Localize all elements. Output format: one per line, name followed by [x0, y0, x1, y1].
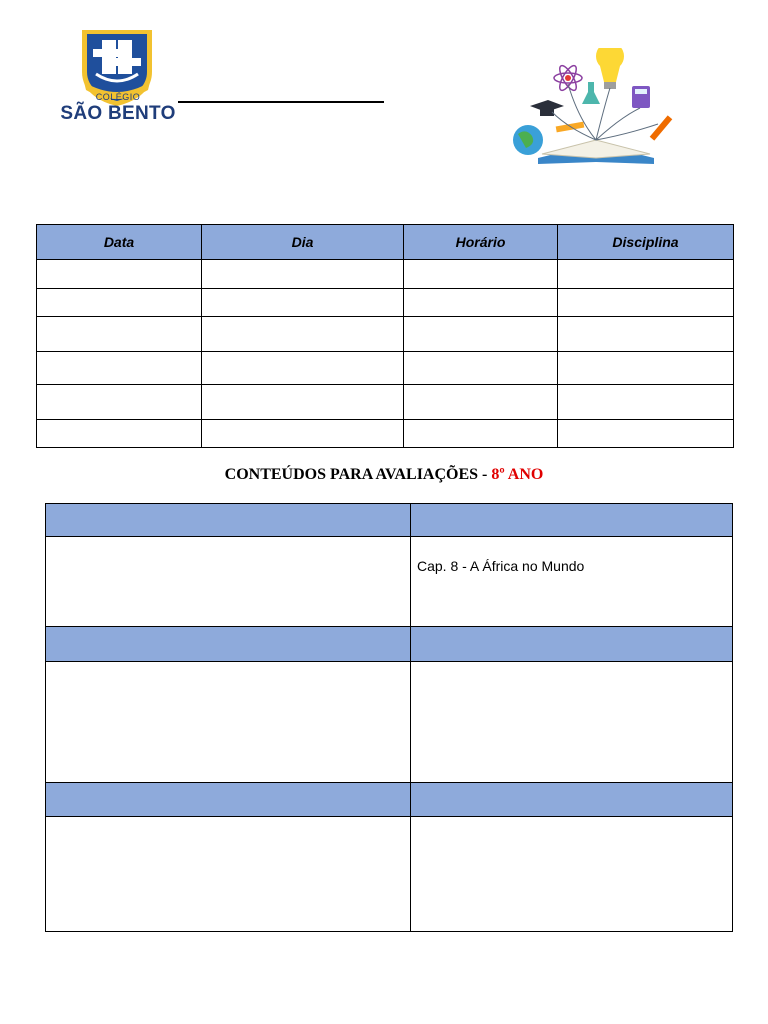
- table-cell: [404, 385, 558, 420]
- column-header-date: Data: [37, 225, 202, 260]
- table-cell: [202, 352, 404, 385]
- table-cell: [558, 260, 734, 289]
- contents-cell-right: [411, 662, 733, 783]
- schedule-header-row: [37, 225, 734, 260]
- table-cell: [37, 289, 202, 317]
- contents-table: [45, 503, 733, 932]
- table-cell: [202, 289, 404, 317]
- table-cell: [37, 420, 202, 448]
- table-cell: [558, 352, 734, 385]
- contents-cell-left: [46, 662, 411, 783]
- table-cell: [558, 317, 734, 352]
- contents-cell-left: [46, 537, 411, 627]
- contents-cell-left: [46, 817, 411, 932]
- table-cell: [37, 260, 202, 289]
- table-cell: [37, 352, 202, 385]
- table-cell: [404, 352, 558, 385]
- table-cell: [46, 504, 411, 537]
- table-cell: [411, 783, 733, 817]
- contents-header-row: [46, 504, 733, 537]
- column-header-time: Horário: [404, 225, 558, 260]
- contents-cell-right: [411, 817, 733, 932]
- grade-label: 8º ANO: [491, 466, 544, 483]
- table-cell: [404, 289, 558, 317]
- school-name: SÃO BENTO: [60, 103, 176, 124]
- table-cell: [558, 289, 734, 317]
- student-name-line: [178, 101, 384, 103]
- table-cell: [202, 385, 404, 420]
- table-cell: [558, 420, 734, 448]
- table-row: [37, 260, 734, 289]
- contents-title-text: CONTEÚDOS PARA AVALIAÇÕES -: [224, 466, 492, 483]
- table-cell: [37, 317, 202, 352]
- table-cell: [202, 317, 404, 352]
- table-row: [37, 317, 734, 352]
- table-cell: [404, 420, 558, 448]
- contents-row: [46, 817, 733, 932]
- table-cell: [37, 385, 202, 420]
- table-row: [37, 420, 734, 448]
- table-row: [37, 385, 734, 420]
- table-cell: [202, 420, 404, 448]
- chapter-text: Cap. 8 - A África no Mundo: [417, 558, 585, 574]
- contents-row: [46, 537, 733, 627]
- table-cell: [46, 783, 411, 817]
- contents-row: [46, 662, 733, 783]
- column-header-day: Dia: [202, 225, 404, 260]
- table-cell: [46, 627, 411, 662]
- table-cell: [202, 260, 404, 289]
- table-row: [37, 289, 734, 317]
- school-prefix: COLÉGIO: [95, 92, 141, 102]
- contents-header-row: [46, 783, 733, 817]
- table-cell: [558, 385, 734, 420]
- table-cell: [404, 317, 558, 352]
- table-cell: [411, 627, 733, 662]
- table-cell: [404, 260, 558, 289]
- table-row: [37, 352, 734, 385]
- contents-section-title: [0, 466, 768, 484]
- education-illustration-icon: [508, 48, 686, 166]
- schedule-table: [36, 224, 734, 448]
- column-header-subject: Disciplina: [558, 225, 734, 260]
- contents-header-row: [46, 627, 733, 662]
- contents-cell-right: [411, 537, 733, 627]
- table-cell: [411, 504, 733, 537]
